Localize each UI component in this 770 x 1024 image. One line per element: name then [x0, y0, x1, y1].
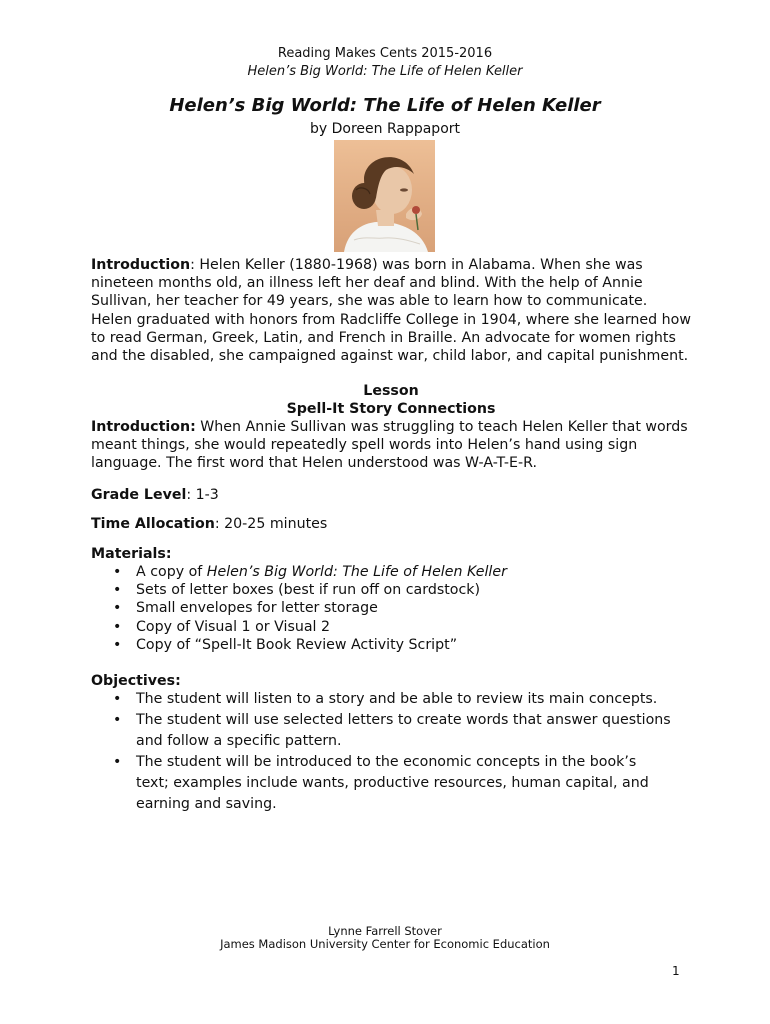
grade-level — [91, 486, 691, 504]
lesson-subheading: Spell-It Story Connections — [286, 401, 496, 418]
time-allocation-label: Time Allocation — [91, 516, 215, 532]
time-allocation — [91, 515, 691, 533]
list-item — [113, 599, 713, 617]
objectives-label: Objectives: — [91, 673, 181, 689]
list-item — [113, 689, 673, 710]
materials-item-text: Sets of letter boxes (best if run off on cardstock) — [136, 582, 481, 599]
list-item — [113, 563, 713, 581]
lesson-introduction-label: Introduction: — [91, 419, 196, 435]
materials-label: Materials: — [91, 546, 172, 562]
bullet-icon: • — [113, 712, 122, 728]
list-item — [113, 618, 713, 636]
grade-level-label: Grade Level — [91, 487, 187, 503]
header-book-title: Helen’s Big World: The Life of Helen Keller — [247, 64, 523, 79]
footer-organization: James Madison University Center for Economic Education — [220, 937, 550, 951]
header-series: Reading Makes Cents 2015-2016 — [277, 46, 493, 61]
book-cover-image — [334, 140, 435, 252]
materials-item-text: Copy of “Spell-It Book Review Activity Script” — [136, 636, 458, 653]
bullet-icon: • — [113, 691, 122, 707]
list-item — [113, 710, 673, 752]
introduction-text: : Helen Keller (1880-1968) was born in Alabama. When she was nineteen months old, an illness left her deaf and blind. With the help of Annie Sullivan, her teacher for 49 years, she was able to learn how to communicate. Helen graduated with honors from Radcliffe College in 1904, where she learned how to read German, Greek, Latin, and French in Braille. An advocate for women rights and the disabled, she campaigned against war, child labor, and capital punishment. — [91, 257, 691, 365]
bullet-icon: • — [113, 600, 122, 617]
footer-author: Lynne Farrell Stover — [328, 924, 442, 938]
list-item — [113, 581, 713, 599]
objective-text: The student will use selected letters to create words that answer questions and follow a specific pattern. — [136, 712, 671, 749]
page-number: 1 — [672, 964, 680, 978]
time-allocation-value: : 20-25 minutes — [214, 516, 328, 532]
byline: by Doreen Rappaport — [309, 121, 460, 137]
book-cover-illustration — [334, 140, 435, 252]
objective-text: The student will be introduced to the economic concepts in the book’s text; examples include wants, productive resources, human capital, and earning and saving. — [136, 754, 649, 812]
materials-item-text: Small envelopes for letter storage — [136, 600, 378, 617]
lesson-introduction-text: When Annie Sullivan was struggling to teach Helen Keller that words meant things, she would repeatedly spell words into Helen’s hand using sign language. The first word that Helen understood was W-A-T-E-R. — [91, 419, 688, 472]
lesson-introduction-paragraph — [91, 418, 691, 473]
bullet-icon: • — [113, 582, 122, 599]
document-title: Helen’s Big World: The Life of Helen Keller — [169, 95, 601, 116]
lesson-heading-block — [91, 382, 691, 418]
lesson-heading: Lesson — [363, 383, 419, 399]
grade-level-value: : 1-3 — [186, 487, 219, 503]
bullet-icon: • — [113, 754, 122, 770]
bullet-icon: • — [113, 564, 122, 580]
introduction-paragraph — [91, 256, 691, 365]
introduction-label: Introduction — [91, 257, 191, 273]
list-item — [113, 752, 673, 815]
materials-item-book-title: Helen’s Big World: The Life of Helen Keller — [206, 564, 507, 580]
list-item — [113, 636, 713, 654]
objectives-list — [113, 689, 673, 815]
bullet-icon: • — [113, 618, 122, 635]
materials-list — [113, 563, 713, 654]
materials-item-prefix: A copy of — [136, 564, 207, 580]
bullet-icon: • — [113, 636, 122, 653]
objective-text: The student will listen to a story and be able to review its main concepts. — [136, 691, 658, 707]
materials-item-text: Copy of Visual 1 or Visual 2 — [136, 618, 330, 635]
